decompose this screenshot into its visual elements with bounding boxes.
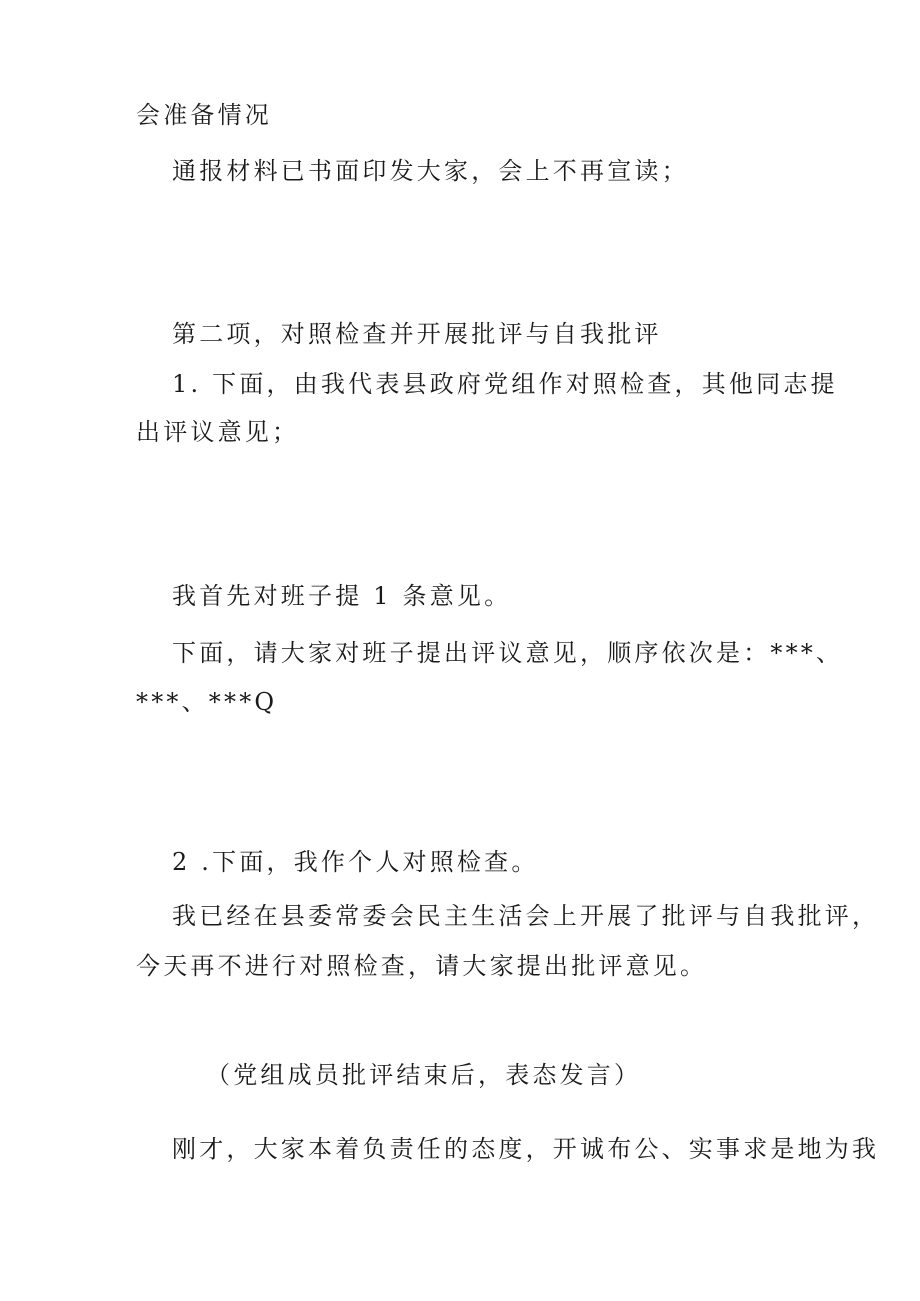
section-heading-item-two: 第二项，对照检查并开展批评与自我批评 — [172, 320, 662, 348]
text-line-closing-remarks: 刚才，大家本着负责任的态度，开诚布公、实事求是地为我 — [172, 1135, 880, 1163]
text-line-meeting-preparation: 会准备情况 — [136, 101, 272, 129]
text-line-order-cont: ***、***Q — [136, 688, 278, 716]
text-line-already-done: 我已经在县委常委会民主生活会上开展了批评与自我批评， — [172, 902, 880, 930]
text-line-point-1-cont: 出评议意见； — [136, 418, 300, 446]
text-line-point-1: 1. 下面，由我代表县政府党组作对照检查，其他同志提 — [172, 370, 838, 398]
text-line-stage-direction: （党组成员批评结束后，表态发言） — [206, 1061, 642, 1089]
text-line-already-done-cont: 今天再不进行对照检查，请大家提出批评意见。 — [136, 952, 708, 980]
text-line-order-of-speakers: 下面，请大家对班子提出评议意见，顺序依次是：***、 — [172, 639, 844, 667]
text-line-point-2: 2 .下面，我作个人对照检查。 — [172, 848, 539, 876]
text-line-report-materials: 通报材料已书面印发大家，会上不再宣读； — [172, 157, 689, 185]
text-line-first-opinion: 我首先对班子提 1 条意见。 — [172, 582, 512, 610]
